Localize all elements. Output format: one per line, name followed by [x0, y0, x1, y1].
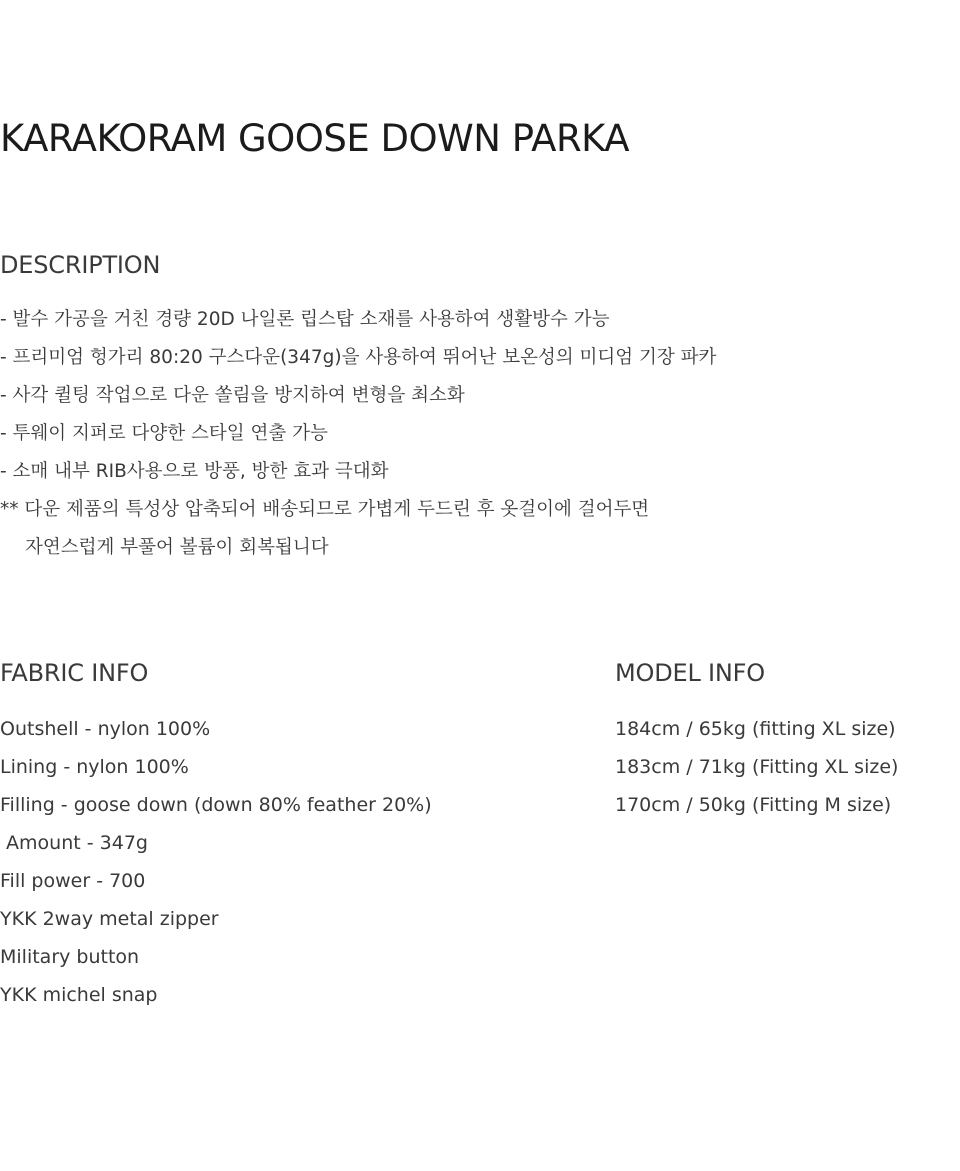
product-title: KARAKORAM GOOSE DOWN PARKA [0, 117, 630, 160]
fabric-info-line: Amount - 347g [0, 832, 148, 854]
fabric-info-line: Outshell - nylon 100% [0, 718, 211, 740]
description-line: - 발수 가공을 거친 경량 20D 나일론 립스탑 소재를 사용하여 생활방수 가능 [0, 309, 610, 330]
description-note: ** 다운 제품의 특성상 압축되어 배송되므로 가볍게 두드린 후 옷걸이에 걸어두면 [0, 499, 650, 520]
description-line: - 사각 퀼팅 작업으로 다운 쏠림을 방지하여 변형을 최소화 [0, 385, 465, 406]
description-line: - 소매 내부 RIB사용으로 방풍, 방한 효과 극대화 [0, 461, 389, 482]
fabric-info-line: Military button [0, 946, 140, 968]
fabric-info-line: Fill power - 700 [0, 870, 146, 892]
model-info-line: 183cm / 71kg (Fitting XL size) [615, 756, 899, 778]
model-info-list [615, 710, 898, 824]
description-line: - 프리미엄 헝가리 80:20 구스다운(347g)을 사용하여 뛰어난 보온성의 미디엄 기장 파카 [0, 347, 717, 368]
fabric-info-list [0, 710, 432, 1014]
model-info-line: 170cm / 50kg (Fitting M size) [615, 794, 892, 816]
description-heading: DESCRIPTION [0, 251, 161, 279]
description-line: - 투웨이 지퍼로 다양한 스타일 연출 가능 [0, 423, 328, 444]
description-note-continued: 자연스럽게 부풀어 볼륨이 회복됩니다 [25, 537, 329, 558]
fabric-info-heading: FABRIC INFO [0, 659, 149, 687]
fabric-info-line: YKK 2way metal zipper [0, 908, 219, 930]
model-info-heading: MODEL INFO [615, 659, 765, 687]
fabric-info-line: Lining - nylon 100% [0, 756, 189, 778]
fabric-info-line: YKK michel snap [0, 984, 158, 1006]
model-info-line: 184cm / 65kg (fitting XL size) [615, 718, 896, 740]
fabric-info-line: Filling - goose down (down 80% feather 20%) [0, 794, 432, 816]
description-list [0, 301, 716, 567]
